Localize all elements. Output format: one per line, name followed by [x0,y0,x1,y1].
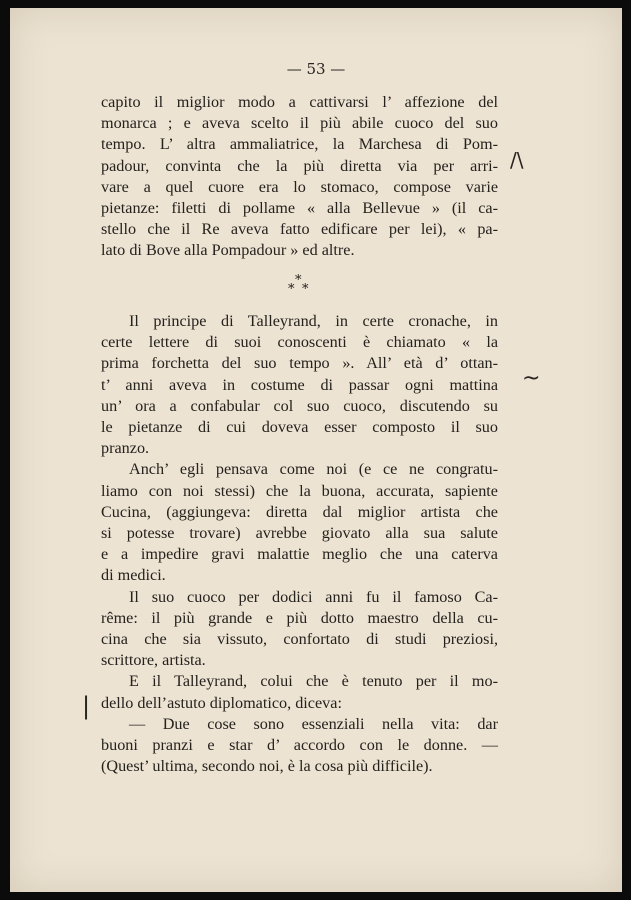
margin-mark-3: | [82,692,91,720]
text-line: monarca ; e aveva scelto il più abile cuoco del suo [101,114,498,133]
text-line: Il suo cuoco per dodici anni fu il famoso Ca- [129,587,498,606]
text-line: E il Talleyrand, colui che è tenuto per il mo- [129,672,498,691]
text-line: si potesse trovare) avrebbe giovato alla sua salute [101,524,498,543]
text-line: capito il miglior modo a cattivarsi l’ affezione del [101,93,498,111]
margin-mark-1: /\ [510,148,524,172]
book-page [10,8,622,892]
text-line: Anch’ egli pensava come noi (e ce ne congratu- [129,460,498,479]
paragraph-block-1 [101,92,498,262]
text-line: tempo. L’ altra ammaliatrice, la Marchesa di Pom- [101,135,498,154]
text-line: di medici. [101,566,166,585]
text-line: scrittore, artista. [101,651,206,670]
asterisk: * [295,273,302,288]
text-line: vare a quel cuore era lo stomaco, compose varie [101,177,498,196]
text-line: padour, convinta che la più diretta via per arri- [101,156,498,175]
text-line: (Quest’ ultima, secondo noi, è la cosa più difficile). [101,757,433,776]
section-asterism [280,273,320,303]
text-line: dello dell’astuto diplomatico, diceva: [101,693,342,712]
asterisk: * [302,282,309,297]
margin-mark-2: ~ [522,366,541,391]
text-line: Cucina, (aggiungeva: diretta dal miglior artista che [101,502,498,521]
text-line: Il principe di Talleyrand, in certe cronache, in [129,312,498,330]
text-line: pietanze: filetti di pollame « alla Bellevue » (il ca- [101,199,498,218]
text-line: un’ ora a confabular col suo cuoco, discutendo su [101,396,498,415]
text-line: — Due cose sono essenziali nella vita: dar [129,714,498,733]
text-line: liamo con noi stessi) che la buona, accurata, sapiente [101,481,498,500]
text-line: pranzo. [101,439,150,458]
text-line: le pietanze di cui doveva esser composto il suo [101,418,498,437]
text-line: rême: il più grande e più dotto maestro della cu- [101,608,498,627]
text-line: buoni pranzi e star d’ accordo con le donne. — [101,736,498,755]
text-line: lato di Bove alla Pompadour » ed altre. [101,241,355,260]
page-number: — 53 — [286,60,346,78]
text-line: t’ anni aveva in costume di passar ogni mattina [101,375,498,394]
text-line: stello che il Re aveva fatto edificare per lei), « pa- [101,220,498,239]
text-line: certe lettere di suoi conoscenti è chiamato « la [101,333,498,352]
text-line: prima forchetta del suo tempo ». All’ età d’ ottan- [101,354,498,373]
text-line: cina che sia vissuto, confortato di studi preziosi, [101,630,498,649]
text-line: e a impedire gravi malattie meglio che una caterva [101,545,498,564]
asterisk: * [288,282,295,297]
paragraph-block-2 [101,311,498,777]
